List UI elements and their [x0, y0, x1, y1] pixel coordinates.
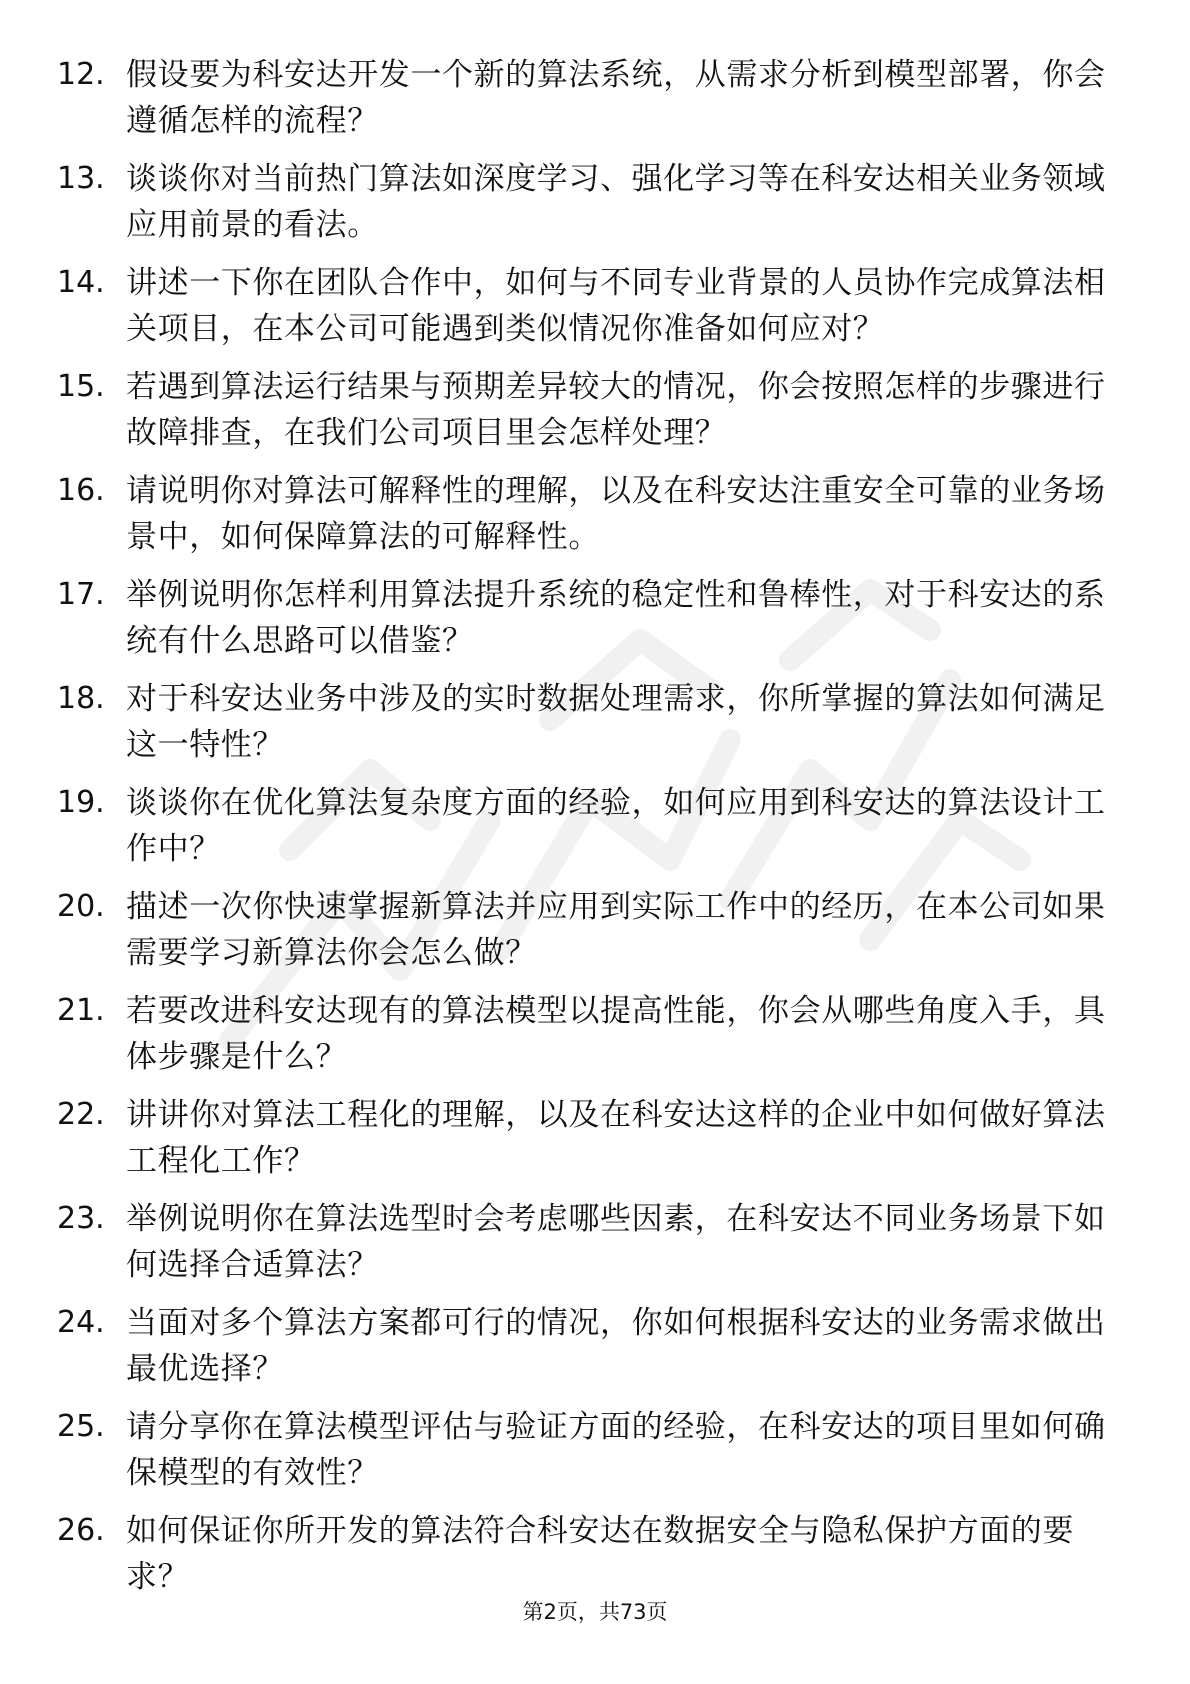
question-text: 请分享你在算法模型评估与验证方面的经验，在科安达的项目里如何确保模型的有效性？ [126, 1409, 1106, 1491]
question-number: 21. [57, 993, 105, 1028]
question-text: 谈谈你对当前热门算法如深度学习、强化学习等在科安达相关业务领域应用前景的看法。 [126, 161, 1106, 243]
page-footer: 第2页，共73页 [522, 1600, 668, 1624]
question-item [0, 364, 1190, 468]
question-item [0, 572, 1190, 676]
question-item [0, 1404, 1190, 1508]
question-text: 若遇到算法运行结果与预期差异较大的情况，你会按照怎样的步骤进行故障排查，在我们公司项目里会怎样处理？ [126, 369, 1106, 451]
question-text: 讲讲你对算法工程化的理解，以及在科安达这样的企业中如何做好算法工程化工作？ [126, 1097, 1106, 1179]
question-number: 14. [57, 265, 105, 300]
question-text: 讲述一下你在团队合作中，如何与不同专业背景的人员协作完成算法相关项目，在本公司可能遇到类似情况你准备如何应对？ [126, 265, 1106, 347]
question-text: 假设要为科安达开发一个新的算法系统，从需求分析到模型部署，你会遵循怎样的流程？ [126, 57, 1106, 139]
question-item [0, 260, 1190, 364]
question-text: 谈谈你在优化算法复杂度方面的经验，如何应用到科安达的算法设计工作中？ [126, 785, 1106, 867]
question-number: 15. [57, 369, 105, 404]
question-item [0, 1196, 1190, 1300]
question-item [0, 988, 1190, 1092]
question-number: 25. [57, 1409, 105, 1444]
question-text: 请说明你对算法可解释性的理解，以及在科安达注重安全可靠的业务场景中，如何保障算法的可解释性。 [126, 473, 1106, 555]
question-list [0, 52, 1190, 1612]
question-number: 16. [57, 473, 105, 508]
question-item [0, 52, 1190, 156]
question-number: 20. [57, 889, 105, 924]
question-number: 13. [57, 161, 105, 196]
question-item [0, 1300, 1190, 1404]
question-item [0, 780, 1190, 884]
question-number: 17. [57, 577, 105, 612]
question-number: 23. [57, 1201, 105, 1236]
question-item [0, 468, 1190, 572]
question-number: 12. [57, 57, 105, 92]
question-text: 若要改进科安达现有的算法模型以提高性能，你会从哪些角度入手，具体步骤是什么？ [126, 993, 1106, 1075]
question-item [0, 1092, 1190, 1196]
question-item [0, 676, 1190, 780]
question-number: 26. [57, 1513, 105, 1548]
question-text: 当面对多个算法方案都可行的情况，你如何根据科安达的业务需求做出最优选择？ [126, 1305, 1106, 1387]
question-text: 举例说明你在算法选型时会考虑哪些因素，在科安达不同业务场景下如何选择合适算法？ [126, 1201, 1106, 1283]
question-number: 18. [57, 681, 105, 716]
question-number: 22. [57, 1097, 105, 1132]
question-text: 对于科安达业务中涉及的实时数据处理需求，你所掌握的算法如何满足这一特性？ [126, 681, 1106, 763]
question-text: 描述一次你快速掌握新算法并应用到实际工作中的经历，在本公司如果需要学习新算法你会怎么做？ [126, 889, 1106, 971]
question-number: 24. [57, 1305, 105, 1340]
question-text: 举例说明你怎样利用算法提升系统的稳定性和鲁棒性，对于科安达的系统有什么思路可以借鉴？ [126, 577, 1106, 659]
question-text: 如何保证你所开发的算法符合科安达在数据安全与隐私保护方面的要求？ [126, 1513, 1074, 1595]
question-number: 19. [57, 785, 105, 820]
question-item [0, 156, 1190, 260]
question-item [0, 884, 1190, 988]
